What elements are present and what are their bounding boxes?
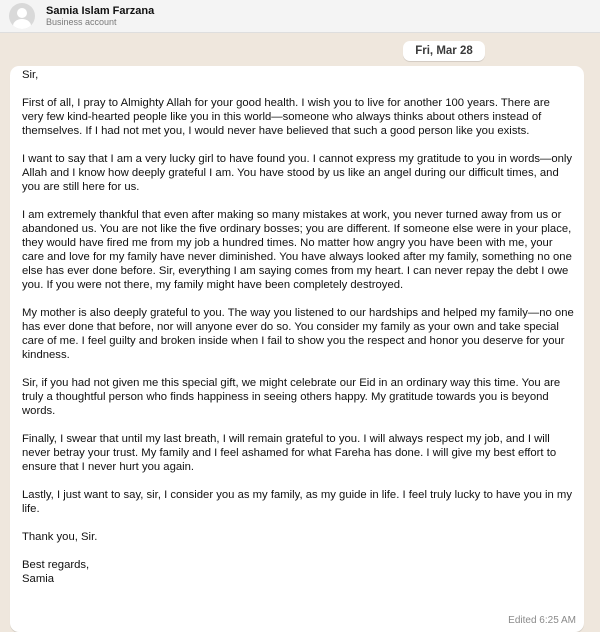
message-text bbox=[22, 68, 584, 586]
message-signature: Samia bbox=[22, 573, 55, 585]
edited-label: Edited bbox=[508, 615, 537, 626]
date-chip: Fri, Mar 28 bbox=[403, 41, 485, 61]
message-meta bbox=[508, 615, 576, 626]
message-paragraph: First of all, I pray to Almighty Allah for your good health. I wish you to live for another 100 years. There are very few kind-hearted people like you in this world—someone who always thinks about others instead of themselves. If I had not met you, I would never have believed that such a good person like you exists. bbox=[22, 97, 550, 137]
message-thanks: Thank you, Sir. bbox=[22, 531, 98, 543]
message-paragraph: I want to say that I am a very lucky girl to have found you. I cannot express my gratitude to you in words—only Allah and I know how deeply grateful I am. You have stood by us like an angel during our difficult times, and you are still here for us. bbox=[22, 153, 573, 193]
message-signoff bbox=[22, 558, 574, 586]
message-paragraph: My mother is also deeply grateful to you. The way you listened to our hardships and helped my family—no one has ever done that before, nor will anyone ever do so. You consider my family as your own and take special care of me. I feel guilty and broken inside when I fail to show you the respect and honor you deserve for your kindness. bbox=[22, 307, 574, 361]
avatar[interactable] bbox=[9, 3, 35, 29]
message-paragraph: Sir, if you had not given me this special gift, we might celebrate our Eid in an ordinary way this time. You are truly a thoughtful person who finds happiness in seeing others happy. My gratitude towards you is beyond words. bbox=[22, 377, 561, 417]
message-salutation: Sir, bbox=[22, 69, 39, 81]
message-closing: Best regards, bbox=[22, 559, 90, 571]
message-bubble[interactable] bbox=[10, 66, 584, 632]
chat-header[interactable] bbox=[0, 0, 600, 33]
contact-info[interactable] bbox=[46, 5, 154, 28]
contact-subtitle: Business account bbox=[46, 16, 117, 27]
default-avatar-icon bbox=[9, 3, 35, 29]
message-paragraph: Finally, I swear that until my last breath, I will remain grateful to you. I will always respect my job, and I will never betray your trust. My family and I feel ashamed for what Fareha has done. I will give my best effort to ensure that I never hurt you again. bbox=[22, 433, 557, 473]
message-paragraph: I am extremely thankful that even after making so many mistakes at work, you never turned away from us or abandoned us. You are not like the five ordinary bosses; you are different. If someone else were in your place, they would have fired me from my job a hundred times. No matter how angry you have been with me, your care and love for my family have never diminished. You have always looked after my family, something no one else has ever done before. Sir, everything I am saying comes from my heart. I can never repay the debt I owe you. If you were not there, my family might have been completely destroyed. bbox=[22, 209, 572, 291]
chat-area[interactable] bbox=[0, 33, 600, 626]
message-time: 6:25 AM bbox=[539, 615, 576, 626]
contact-name: Samia Islam Farzana bbox=[46, 4, 155, 17]
message-paragraph: Lastly, I just want to say, sir, I consider you as my family, as my guide in life. I feel truly lucky to have you in my life. bbox=[22, 489, 572, 515]
